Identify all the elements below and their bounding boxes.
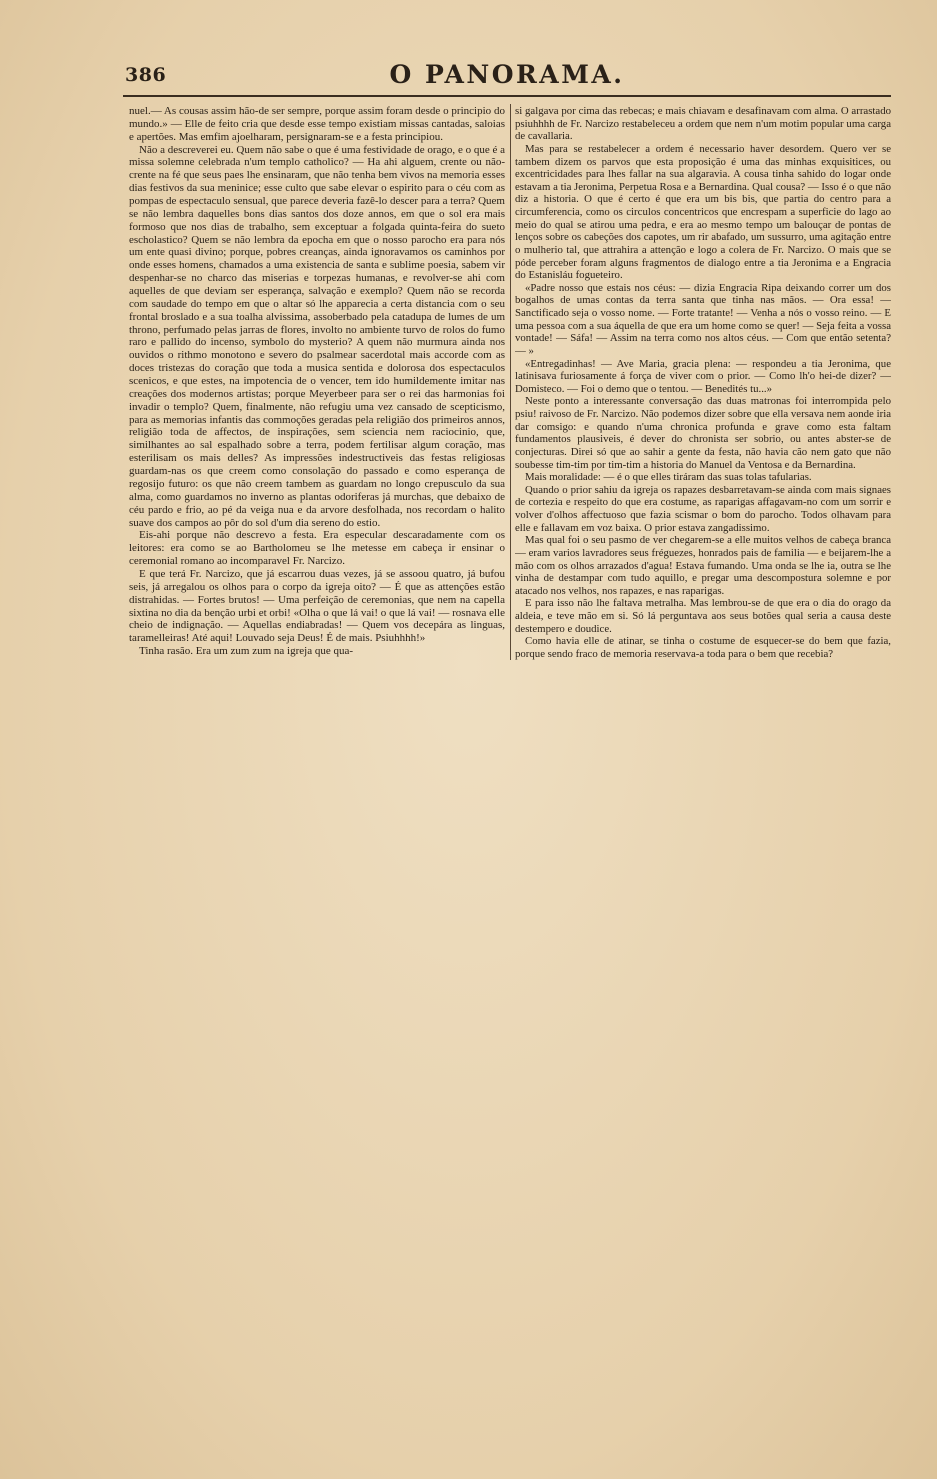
paragraph: «Padre nosso que estais nos céus: — dizia Engracia Ripa deixando correr um dos bogalhos de umas contas da terra santa que tinha nas mãos. — Ora essa! — Sanctificado seja o vosso nome. — Forte tratante! — Venha a nós o vosso reino. — E uma pessoa com a sua áquella de que era um home como se quer! — Seja feita a vossa vontade! — Sáfa! — Assim na terra como nos altos céus. — Com que então setenta? — » xyxy=(515,281,891,357)
page-number: 386 xyxy=(125,64,167,86)
paragraph: Tinha rasão. Era um zum zum na igreja que qua- xyxy=(139,645,354,658)
paragraph: Não a descreverei eu. Quem não sabe o que é uma festividade de orago, e o que é a missa solemne celebrada n'um templo catholico? — Ha ahi alguem, crente ou não-crente na fé que seus paes lhe ensinaram, que não tenha bem vivos na memoria esses dias festivos da sua meninice; esse culto que sabe elevar o espirito para o céu com as pompas de espectaculo sensual, que parece deveria fazê-lo descer para a terra? Quem se não lembra daquelles bons dias santos dos doze annos, em que o sol era mais formoso que nos dias de trabalho, sem exceptuar a folgada quinta-feira do sueto escholastico? Quem se não lembra da epocha em que o nosso parocho era para nós um ente quasi divino; porque, pobres creanças, ainda ignoravamos os caminhos por onde esses homens, chamados a uma existencia de santa e sublime poesia, sabem vir despenhar-se no charco das miserias e torpezas humanas, e revolver-se ahi com aquelles de que deviam ser esperança, salvação e exemplo? Quem não se recorda com saudade do tempo em que o altar só lhe apparecia a certa distancia com o seu frontal broslado e a sua toalha alvissima, assoberbado pela catadupa de lumes de um throno, perfumado pelas jarras de flores, involto no ambiente turvo de rolos do fumo raro e pallido do incenso, symbolo do mysterio? A quem não murmura ainda nos ouvidos o rithmo monotono e severo do psalmear sacerdotal mais accorde com as doces tristezas do coração que toda a musica sentida e dolorosa dos espectaculos scenicos, e que estes, na impotencia de o vencer, tem ido humildemente imitar nas creações dos modernos artistas; porque Meyerbeer para ser o rei das harmonias foi invadir o templo? Quem, finalmente, não refugiu uma vez cansado de scepticismo, para as memorias infantis das commoções geradas pela religião dos primeiros annos, religião toda de affectos, de inspirações, sem sciencia nem raciocinio, que, similhantes ao sal espalhado sobre a terra, podem fertilisar algum coração, mas esterilisam os mais delles? As impressões indestructiveis das festas religiosas guardam-nas os que creem como consolação do passado e como esperança de regosijo futuro: os que não creem tambem as guardam no longo crepusculo da sua alma, como guardamos no inverno as plantas odoriferas já murchas, que debaixo de céu pardo e frio, ao pé da veiga nua e da arvore desfolhada, nos recordam o halito suave dos campos ao pôr do sol d'um dia sereno do estio. xyxy=(129,143,505,529)
right-column xyxy=(515,105,891,665)
paragraph: nuel.— As cousas assim hão-de ser sempre, porque assim foram desde o principio do mundo.» — Elle de feito cria que desde esse tempo existiam missas cantadas, saloias e apertões. Mas emfim ajoelharam, persignaram-se e a festa principiou. xyxy=(129,105,505,143)
paragraph: si galgava por cima das rebecas; e mais chiavam e desafinavam com alma. O arrastado psiuhhhh de Fr. Narcizo restabeleceu a ordem que nem n'um motim popular uma carga de cavallaria. xyxy=(515,105,891,143)
paragraph: Mas qual foi o seu pasmo de ver chegarem-se a elle muitos velhos de cabeça branca — eram varios lavradores seus fréguezes, honrados pais de familia — e beijarem-lhe a mão com os olhos arrazados d'agua! Estava fumando. Uma onda se lhe ia, outra se lhe vinha de destampar com tudo aquillo, e pregar uma descompostura solemne e por atacado nos velhos, nos rapazes, e nas raparigas. xyxy=(515,534,891,597)
paragraph: Neste ponto a interessante conversação das duas matronas foi interrompida pelo psiu! raivoso de Fr. Narcizo. Não podemos dizer sobre que ella versava nem aonde iria dar comsigo: e quando n'uma chronica profunda e grave como esta faltam fundamentos plausiveis, é dever do chronista ser sobrio, ou antes abster-se de conjecturas. Direi só que ao sahir a gente da festa, não havia cão nem gato que não soubesse tim-tim por tim-tim a historia do Manuel da Ventosa e da Bernardina. xyxy=(515,395,891,471)
paragraph: Mas para se restabelecer a ordem é necessario haver desordem. Quero ver se tambem dizem os parvos que esta proposição é uma das minhas exquisitices, ou excentricidades para lhes fallar na sua algaravia. A cousa tinha sahido do logar onde estavam a tia Jeronima, Perpetua Rosa e a Bernardina. Qual cousa? — Isso é o que não diz a historia. O que é certo é que era um bis bis, que partia do centro para a circumferencia, como os circulos concentricos que encrespam a superficie do lago ao meio do qual se atirou uma pedra, e era ao mesmo tempo um balouçar de pontas de lenços sobre os cabeções dos capotes, um rir abafado, um sussurro, uma agitação entre o mulherio tal, que attrahira a attenção e logo a colera de Fr. Narcizo. O mais que se póde perceber foram alguns fragmentos de dialogo entre a tia Jeronima e a Engracia do Estanisláu fogueteiro. xyxy=(515,142,891,282)
paragraph: E que terá Fr. Narcizo, que já escarrou duas vezes, já se assoou quatro, já bufou seis, já arregalou os olhos para o corpo da igreja oito? — É que as attenções estão distrahidas. — Fortes brutos! — Uma perfeição de ceremonias, que nem na capella sixtina no dia da benção urbi et orbi! «Olha o que lá vai! o que lá vai! — rosnava elle cheio de indignação. — Aquellas endiabradas! — Quem vos decepára as linguas, taramelleiras! Até aqui! Louvado seja Deus! É de mais. Psiuhhhh!» xyxy=(129,567,505,645)
paragraph: Eis-ahi porque não descrevo a festa. Era especular descaradamente com os leitores: era como se ao Bartholomeu se lhe metesse em cabeça ir ensinar o ceremonial romano ao incomparavel Fr. Narcizo. xyxy=(129,529,505,568)
paragraph: Como havia elle de atinar, se tinha o costume de esquecer-se do bem que fazia, porque sendo fraco de memoria reservava-a toda para o bem que recebia? xyxy=(515,635,891,660)
page-header xyxy=(123,60,891,90)
left-column xyxy=(129,105,505,665)
column-divider xyxy=(510,104,511,660)
header-rule xyxy=(123,95,891,97)
journal-title: O PANORAMA. xyxy=(389,60,625,89)
paragraph: Mais moralidade: — é o que elles tiráram das suas tolas tafularias. xyxy=(525,471,812,484)
paragraph: E para isso não lhe faltava metralha. Mas lembrou-se de que era o dia do orago da aldeia, e teve mão em si. Só lá perguntava aos seus botões qual seria a causa deste destempero e doudice. xyxy=(515,597,891,635)
paragraph: «Entregadinhas! — Ave Maria, gracia plena: — respondeu a tia Jeronima, que latinisava furiosamente á força de viver com o prior. — Como lh'o hei-de dizer? — Domisteco. — Foi o demo que o tentou. — Benedités tu...» xyxy=(515,357,891,395)
paragraph: Quando o prior sahiu da igreja os rapazes desbarretavam-se ainda com mais signaes de cortezia e respeito do que era costume, as raparigas affagavam-no com um sorrir e volver d'olhos affectuoso que fazia scismar o bom do parocho. Todos olhavam para elle e fallavam em voz baixa. O prior estava zangadissimo. xyxy=(515,483,891,534)
